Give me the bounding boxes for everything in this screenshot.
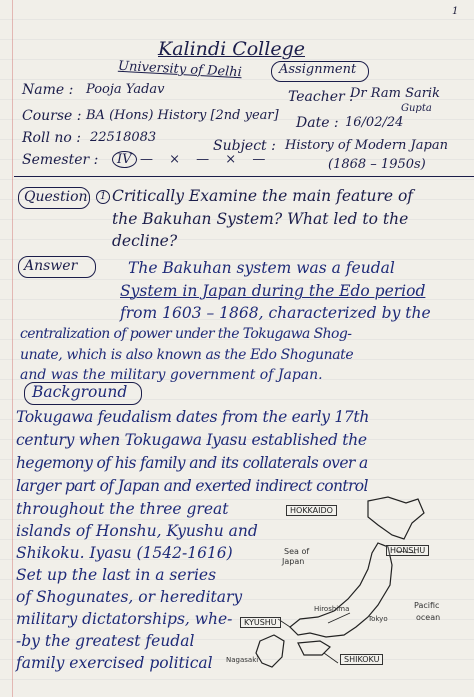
background-line-4: larger part of Japan and exerted indirect control bbox=[16, 477, 368, 495]
assignment-label: Assignment bbox=[279, 62, 357, 77]
answer-line-2: System in Japan during the Edo period bbox=[120, 282, 426, 300]
map-label-pacific-1: Pacific bbox=[414, 601, 440, 610]
teacher-value-line2: Gupta bbox=[401, 103, 432, 114]
question-line-2: the Bakuhan System? What led to the bbox=[112, 210, 409, 228]
background-line-7: Shikoku. Iyasu (1542-1616) bbox=[16, 544, 233, 562]
map-label-pacific-2: ocean bbox=[416, 613, 441, 622]
background-line-6: islands of Honshu, Kyushu and bbox=[16, 522, 258, 540]
subject-years: (1868 – 1950s) bbox=[328, 157, 426, 172]
map-label-honshu: HONSHU bbox=[386, 545, 429, 556]
university-name: University of Delhi bbox=[117, 58, 243, 81]
header-divider bbox=[14, 176, 474, 177]
map-label-sea-of-japan-2: Japan bbox=[282, 557, 305, 566]
question-number: 1 bbox=[96, 190, 110, 204]
background-line-12: family exercised political bbox=[16, 654, 213, 672]
semester-marks: — × — × — bbox=[140, 152, 272, 167]
answer-line-5: unate, which is also known as the Edo Shogunate bbox=[20, 347, 354, 363]
background-line-11: -by the greatest feudal bbox=[16, 632, 195, 650]
subject-value: History of Modern Japan bbox=[285, 138, 448, 153]
background-line-2: century when Tokugawa Iyasu established the bbox=[16, 431, 367, 449]
question-label: Question bbox=[24, 189, 88, 205]
map-label-tokyo: Tokyo bbox=[368, 615, 388, 623]
course-value: BA (Hons) History [2nd year] bbox=[86, 108, 279, 123]
background-label: Background bbox=[32, 383, 128, 401]
map-label-hokkaido: HOKKAIDO bbox=[286, 505, 337, 516]
page-number: 1 bbox=[452, 6, 459, 17]
map-label-sea-of-japan-1: Sea of bbox=[284, 547, 310, 556]
background-line-1: Tokugawa feudalism dates from the early 17th bbox=[16, 408, 370, 426]
semester-label: Semester : bbox=[22, 152, 99, 168]
college-name: Kalindi College bbox=[158, 38, 305, 60]
course-label: Course : bbox=[22, 108, 82, 124]
subject-label: Subject : bbox=[213, 138, 276, 154]
roll-value: 22518083 bbox=[90, 130, 157, 145]
teacher-label: Teacher : bbox=[288, 89, 354, 105]
background-line-3: hegemony of his family and its collaterals over a bbox=[16, 454, 368, 472]
teacher-value: Dr Ram Sarik bbox=[350, 86, 440, 101]
question-line-3: decline? bbox=[112, 232, 178, 250]
date-value: 16/02/24 bbox=[345, 115, 404, 130]
name-value: Pooja Yadav bbox=[86, 82, 165, 97]
map-label-nagasaki: Nagasaki bbox=[226, 656, 259, 664]
date-label: Date : bbox=[296, 115, 339, 131]
background-line-5: throughout the three great bbox=[16, 500, 229, 518]
answer-line-3: from 1603 – 1868, characterized by the bbox=[120, 304, 431, 322]
answer-line-1: The Bakuhan system was a feudal bbox=[128, 259, 395, 277]
semester-value: IV bbox=[112, 151, 137, 168]
answer-label: Answer bbox=[24, 258, 78, 274]
question-line-1: Critically Examine the main feature of bbox=[112, 187, 414, 205]
margin-line bbox=[12, 0, 13, 697]
name-label: Name : bbox=[22, 82, 74, 98]
roll-label: Roll no : bbox=[22, 130, 81, 146]
background-line-8: Set up the last in a series bbox=[16, 566, 217, 584]
japan-map-sketch bbox=[228, 495, 468, 695]
background-line-9: of Shogunates, or hereditary bbox=[16, 588, 243, 606]
map-label-kyushu: KYUSHU bbox=[240, 617, 281, 628]
background-line-10: military dictatorships, whe- bbox=[16, 610, 233, 628]
answer-line-4: centralization of power under the Tokugawa Shog- bbox=[20, 326, 352, 342]
map-label-shikoku: SHIKOKU bbox=[340, 654, 383, 665]
answer-line-6: and was the military government of Japan. bbox=[20, 367, 323, 383]
map-label-hiroshima: Hiroshima bbox=[314, 605, 350, 613]
